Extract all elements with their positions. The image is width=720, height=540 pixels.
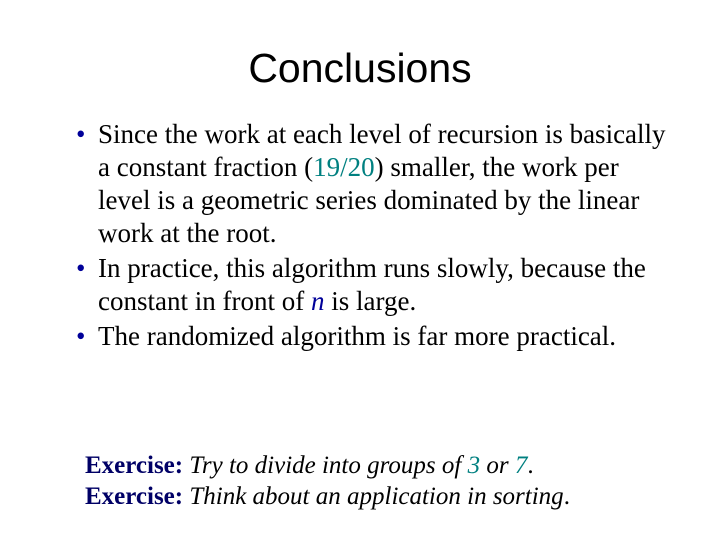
bullet-text: ) smaller, the work per level is a geometric series dominated by the linear work at the root. <box>98 152 640 248</box>
exercise-period: . <box>527 452 534 479</box>
slide-title: Conclusions <box>248 45 472 91</box>
bullet-text: In practice, this algorithm runs slowly, because the constant in front of <box>98 253 646 316</box>
bullet-text: Since the work at each level of recursion is basically a constant fraction ( <box>98 119 666 182</box>
bullet-item-randomized <box>76 320 676 353</box>
exercise-number-7: 7 <box>514 452 528 479</box>
bullet-text: The randomized algorithm is far more practical. <box>98 321 617 351</box>
bullet-item-practice <box>76 252 676 318</box>
exercise-number-3: 3 <box>467 452 481 479</box>
exercise-label: Exercise: <box>85 483 184 510</box>
fraction-highlight: 19/20 <box>313 152 375 182</box>
exercise-text: Think about an application in sorting <box>183 483 564 510</box>
exercise-line-groups <box>85 450 685 481</box>
exercise-label: Exercise: <box>85 452 184 479</box>
exercise-period: . <box>563 483 570 510</box>
bullet-item-recursion <box>76 118 676 250</box>
bullet-icon: • <box>76 119 86 149</box>
exercise-text: Try to divide into groups of <box>183 452 468 479</box>
bullet-icon: • <box>76 321 86 351</box>
exercise-block <box>85 450 685 512</box>
variable-n: n <box>310 286 325 316</box>
exercise-text: or <box>480 452 515 479</box>
bullet-text: is large. <box>324 286 417 316</box>
exercise-line-sorting <box>85 481 685 512</box>
bullet-list <box>76 118 676 355</box>
bullet-icon: • <box>76 253 86 283</box>
